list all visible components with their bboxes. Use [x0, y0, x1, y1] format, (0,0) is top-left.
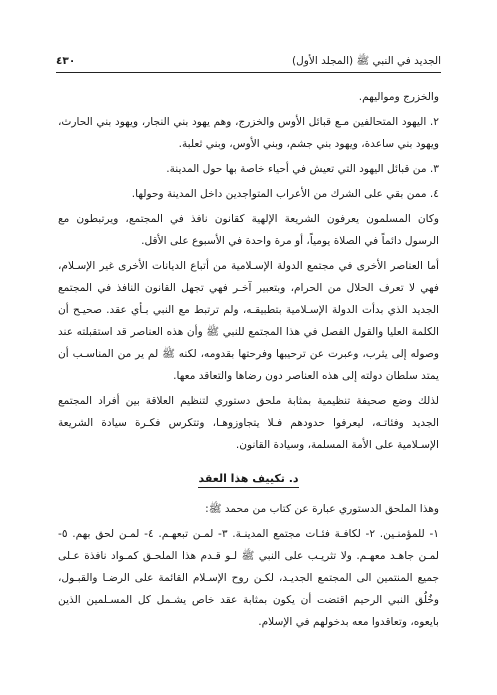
section-heading-text: د. تكييف هذا العقد: [198, 472, 298, 488]
page-number: ٤٣٠: [56, 55, 76, 67]
paragraph: أما العناصر الأخرى في مجتمع الدولة الإسـلامية من أتباع الديانات الأخرى غير الإسـلام، فهي لا تعرف الحلال من الحرام، وبتعبير آخـر فهي تجهل القانون النافذ في المجتمع الجديد الذي بدأت الدولة الإسـلامية بتطبيقـه، ولم ترتبط مع النبي بـأي عقد. صحيـح أن الكلمة العليا والقول الفصل في هذا المجتمع للنبي ﷺ وأن هذه العناصر قد استقبلته عند وصوله إلى يثرب، وعبرت عن ترحيبها وفرحتها بقدومه، لكنه ﷺ لم ير من المناسـب أن يمتد سلطان دولته إلى هذه العناصر دون رضاها والتعاقد معها.: [58, 260, 439, 382]
paragraph: والخزرج ومواليهم.: [358, 91, 439, 103]
list-item: ٣. من قبائل اليهود التي تعيش في أحياء خاصة بها حول المدينة.: [166, 163, 439, 175]
list-item: ٤. ممن بقي على الشرك من الأعراب المتواجدين داخل المدينة وحولها.: [131, 188, 439, 200]
paragraph: وهذا الملحق الدستوري عبارة عن كتاب من محمد ﷺ:: [205, 503, 439, 515]
body-text: [58, 86, 439, 633]
running-title: الجديد في النبي ﷺ (المجلد الأول): [292, 55, 441, 67]
paragraph: ١- للمؤمنـين. ٢- لكافـة فئـات مجتمع المدينـة. ٣- لمـن تبعهـم. ٤- لمـن لحق بهم. ٥- لمـن جاهـد معهـم. ولا تثريـب على النبي ﷺ لـو قـدم هذا الملحـق كمـواد نافذة عـلى جميع المنتمين الى المجتمع الجديـد، لكـن روح الإسـلام القائمة على الرضـا والقبـول، وخُلُق النبي الرحيم اقتضت أن يكون بمثابة عقد خاص يشـمل كل المسـلمين الذين بايعوه، وتعاقدوا معه بدخولهم في الإسلام.: [58, 528, 439, 628]
section-heading: [58, 468, 439, 490]
paragraph: لذلك وضع صحيفة تنظيمية بمثابة ملحق دستوري لتنظيم العلاقة بين أفراد المجتمع الجديد وفئاتـه، ليعرفوا حدودهم فـلا يتجاوزوهـا، وتتكرس فكـرة سيادة الشريعة الإسـلامية على الأمة المسلمة، وسيادة القانون.: [58, 395, 439, 451]
paragraph: وكان المسلمون يعرفون الشريعة الإلهية كقانون نافذ في المجتمع، ويرتبطون مع الرسول دائماً في الصلاة يومياً، أو مرة واحدة في الأسبوع على الأقل.: [58, 213, 439, 247]
running-header: [56, 52, 441, 73]
list-item: ٢. اليهود المتحالفين مـع قبائل الأوس والخزرج، وهم يهود بني النجار، ويهود بني الحارث، ويهود بني ساعدة، ويهود بني جشم، وبني الأوس، وبني ثعلبة.: [58, 116, 439, 150]
